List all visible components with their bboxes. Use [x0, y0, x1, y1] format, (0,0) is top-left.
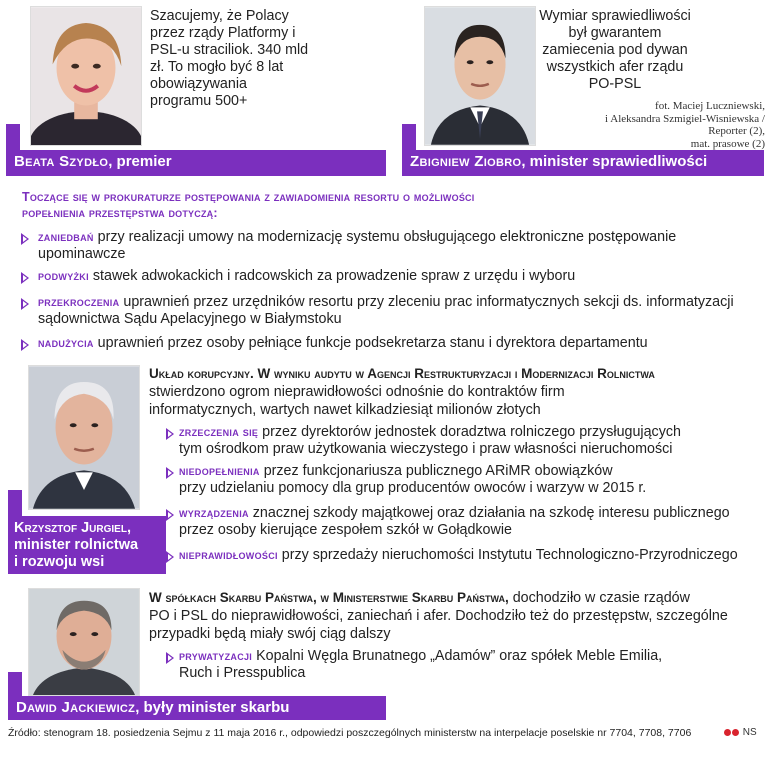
photo-zbigniew-ziobro — [424, 6, 536, 146]
lead-line: PO i PSL do nieprawidłowości, zaniechań i afer. Dochodziło też do przestępstw, szczególne — [149, 608, 728, 624]
credit-line: i Aleksandra Szmigiel-Wisniewska / — [605, 112, 765, 125]
banner-tab — [6, 124, 20, 150]
banner-tab — [402, 124, 416, 150]
quote-ziobro — [536, 8, 694, 93]
quote-line: Szacujemy, że Polacy — [150, 8, 289, 24]
logo-dot-icon — [732, 729, 739, 736]
lead-line: dochodziło w czasie rządów — [508, 590, 690, 606]
lead-line: informatycznych, wartych nawet kilkadziesiąt milionów złotych — [149, 402, 541, 418]
banner-szydlo — [6, 150, 386, 176]
banner-jackiewicz — [8, 696, 386, 720]
bullet-text: stawek adwokackich i radcowskich za prowadzenie spraw z urzędu i wyboru — [88, 268, 576, 284]
lead-line: przypadki będą miały swój ciąg dalszy — [149, 626, 391, 642]
person-role: i rozwoju wsi — [14, 554, 105, 570]
bullet-arrow-icon — [20, 338, 30, 352]
bullet-text-cont: upominawcze — [38, 246, 126, 262]
bullet-keyword: przekroczenia — [38, 295, 120, 309]
bullet-text: znacznej szkody majątkowej oraz działania na szkodę interesu publicznego — [248, 505, 730, 521]
bullet-text: uprawnień przez urzędników resortu przy zleceniu prac informatycznych sekcji ds. informatyzacji — [119, 294, 734, 310]
bullet-text-cont: przez osoby kierujące zespołem szkół w Gołądkowie — [179, 522, 512, 538]
banner-tab — [8, 672, 22, 696]
bullet-arrow-icon — [20, 297, 30, 311]
bullet-keyword: niedopełnienia — [179, 464, 260, 478]
quote-line: zamiecenia pod dywan — [542, 42, 688, 58]
lead-heading: W spółkach Skarbu Państwa, w Ministerstwie Skarbu Państwa, — [149, 590, 509, 605]
bullet-keyword: prywatyzacji — [179, 649, 253, 663]
bullet-keyword: zaniedbań — [38, 230, 94, 244]
bullet-keyword: wyrządzenia — [179, 506, 249, 520]
photo-dawid-jackiewicz — [28, 588, 140, 696]
quote-line: obowiązywania — [150, 76, 247, 92]
lead-heading: Układ korupcyjny. W wyniku audytu w Agencji Restrukturyzacji i Modernizacji Rolnictwa — [149, 366, 655, 381]
bullet-arrow-icon — [20, 271, 30, 285]
quote-szydlo — [150, 8, 325, 110]
quote-line: PSL-u straciliok. 340 mld — [150, 42, 309, 58]
bullet-text-cont: tym ośrodkom praw użytkowania wieczystego i praw własności nieruchomości — [179, 441, 673, 457]
heading-line: Toczące się w prokuraturze postępowania z zawiadomienia resortu o możliwości — [22, 190, 475, 204]
section1-heading — [22, 189, 762, 221]
section3-lead — [149, 589, 767, 643]
bullet-keyword: nadużycia — [38, 336, 94, 350]
heading-line: popełnienia przestępstwa dotyczą: — [22, 206, 218, 220]
bullet-text-cont: przy udzielaniu pomocy dla grup producentów owoców i warzyw w 2015 r. — [179, 480, 647, 496]
section3-bullet — [179, 648, 764, 682]
person-role: , premier — [108, 153, 172, 170]
section2-bullet — [179, 463, 764, 497]
quote-line: Wymiar sprawiedliwości — [539, 8, 691, 24]
portrait-man-icon — [29, 589, 139, 695]
bullet-keyword: podwyżki — [38, 269, 89, 283]
lead-line: stwierdzono ogrom nieprawidłowości odnośnie do kontraktów firm — [149, 384, 565, 400]
credit-line: fot. Maciej Luczniewski, — [655, 100, 765, 112]
section2-bullet — [179, 547, 764, 564]
source-note: Źródło: stenogram 18. posiedzenia Sejmu z 11 maja 2016 r., odpowiedzi poszczególnych ministerstw na interpelacje poselskie nr 7704, 7708, 7706 — [8, 727, 692, 739]
person-name: Beata Szydło — [14, 153, 109, 170]
bullet-text-cont: sądownictwa Sądu Apelacyjnego w Białymstoku — [38, 311, 342, 327]
bullet-arrow-icon — [20, 232, 30, 246]
credit-line: mat. prasowe (2) — [690, 137, 765, 150]
bullet-arrow-icon — [165, 550, 175, 564]
bullet-keyword: nieprawidłowości — [179, 548, 278, 562]
section1-bullet — [38, 268, 763, 285]
bullet-text-cont: Ruch i Presspublica — [179, 665, 306, 681]
bullet-text: przez dyrektorów jednostek doradztwa rolniczego przysługujących — [258, 424, 681, 440]
person-role: , były minister skarbu — [135, 699, 290, 716]
section2-bullet — [179, 424, 764, 458]
person-name: Dawid Jackiewicz — [16, 699, 136, 716]
section1-bullet — [38, 229, 763, 263]
person-role: , minister sprawiedliwości — [521, 153, 708, 170]
quote-line: zł. To mogło być 8 lat — [150, 59, 284, 75]
banner-tab — [8, 490, 22, 516]
quote-line: wszystkich afer rządu — [546, 59, 684, 75]
portrait-man-icon — [425, 7, 535, 145]
bullet-arrow-icon — [165, 651, 175, 665]
quote-line: był gwarantem — [568, 25, 662, 41]
bullet-arrow-icon — [165, 466, 175, 480]
quote-line: programu 500+ — [150, 93, 248, 109]
section1-bullet — [38, 294, 763, 328]
person-name: Zbigniew Ziobro — [410, 153, 522, 170]
photo-krzysztof-jurgiel — [28, 365, 140, 510]
logo-text: NS — [742, 727, 757, 738]
section1-bullet — [38, 335, 763, 352]
portrait-woman-icon — [31, 7, 141, 145]
bullet-arrow-icon — [165, 427, 175, 441]
bullet-text: uprawnień przez osoby pełniące funkcje podsekretarza stanu i dyrektora departamentu — [93, 335, 648, 351]
section2-bullet — [179, 505, 764, 539]
logo-dot-icon — [724, 729, 731, 736]
publisher-logo — [724, 727, 757, 738]
bullet-text: Kopalni Węgla Brunatnego „Adamów” oraz spółek Meble Emilia, — [252, 648, 663, 664]
portrait-man-icon — [29, 366, 139, 509]
bullet-text: przy sprzedaży nieruchomości Instytutu Technologiczno-Przyrodniczego — [277, 547, 738, 563]
quote-line: PO-PSL — [588, 76, 642, 92]
credit-line: Reporter (2), — [708, 125, 765, 137]
bullet-text: przy realizacji umowy na modernizację systemu obsługującego elektroniczne postępowanie — [93, 229, 677, 245]
bullet-keyword: zrzeczenia się — [179, 425, 259, 439]
label-jurgiel: Krzysztof Jurgiel, minister rolnictwa i rozwoju wsi — [8, 516, 166, 574]
bullet-text: przez funkcjonariusza publicznego ARiMR obowiązków — [259, 463, 613, 479]
photo-credits — [560, 100, 765, 150]
quote-line: przez rządy Platformy i — [150, 25, 296, 41]
bullet-arrow-icon — [165, 508, 175, 522]
photo-beata-szydlo — [30, 6, 142, 146]
person-role: minister rolnictwa — [14, 537, 139, 553]
banner-ziobro — [402, 150, 764, 176]
person-name: Krzysztof Jurgiel — [14, 520, 127, 536]
section2-lead — [149, 365, 767, 419]
